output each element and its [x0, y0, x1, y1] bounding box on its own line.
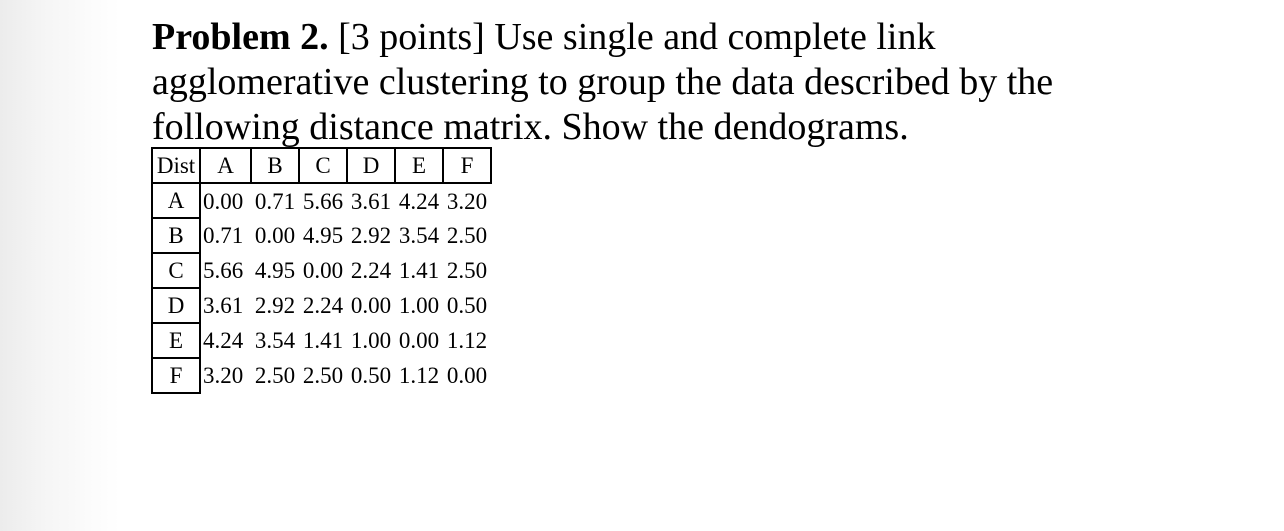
- row-header: C: [152, 253, 200, 288]
- column-header: D: [347, 148, 395, 183]
- problem-line-3: following distance matrix. Show the dendograms.: [152, 106, 909, 148]
- table-cell: 5.66: [203, 258, 244, 283]
- table-row: [152, 323, 491, 358]
- table-cell: 3.54: [398, 223, 440, 248]
- table-cell: 5.66: [302, 188, 344, 214]
- table-cell: 3.20: [203, 363, 244, 388]
- table-cell: 4.95: [254, 258, 296, 283]
- table-row: [152, 358, 491, 393]
- table-cell: 4.24: [398, 188, 440, 214]
- table-cell: 3.54: [254, 328, 296, 353]
- column-header: C: [299, 148, 347, 183]
- table-row: [152, 183, 491, 218]
- table-cell: 0.71: [254, 188, 296, 214]
- distance-matrix-table: [151, 147, 492, 394]
- column-header: E: [395, 148, 443, 183]
- table-cell: 2.50: [446, 258, 488, 283]
- table-cell: 0.00: [254, 223, 296, 248]
- table-cell: 1.41: [398, 258, 440, 283]
- table-cell: 3.20: [446, 188, 488, 214]
- column-header: A: [200, 148, 251, 183]
- row-header: F: [152, 358, 200, 393]
- table-cell: 1.41: [302, 328, 344, 353]
- problem-title: Problem 2.: [152, 16, 329, 58]
- table-cell: 4.95: [302, 223, 344, 248]
- table-cell: 1.00: [350, 328, 392, 353]
- table-cell: 1.12: [446, 328, 488, 353]
- row-header: E: [152, 323, 200, 358]
- table-cell: 2.92: [254, 293, 296, 318]
- table-cell: 0.00: [446, 363, 488, 388]
- row-header: B: [152, 218, 200, 253]
- problem-text-1: [3 points] Use single and complete link: [338, 16, 936, 58]
- table-row: [152, 253, 491, 288]
- table-cell: 2.50: [302, 363, 344, 388]
- corner-header: Dist: [152, 148, 200, 183]
- table-cell: 0.00: [350, 293, 392, 318]
- table-cell: 3.61: [350, 188, 392, 214]
- table-cell: 0.50: [446, 293, 488, 318]
- table-row: [152, 288, 491, 323]
- table-cell: 2.50: [254, 363, 296, 388]
- table-cell: 0.00: [302, 258, 344, 283]
- table-cell: 1.00: [398, 293, 440, 318]
- table-cell: 4.24: [203, 328, 244, 353]
- table-cell: 2.50: [446, 223, 488, 248]
- problem-line-2: agglomerative clustering to group the data described by the: [152, 61, 1054, 103]
- table-cell: 2.24: [350, 258, 392, 283]
- problem-line-1: [152, 15, 1152, 60]
- table-cell: 0.00: [203, 188, 244, 214]
- table-row: [152, 218, 491, 253]
- column-header: B: [251, 148, 299, 183]
- problem-statement: [152, 15, 1152, 150]
- table-cell: 3.61: [203, 293, 244, 318]
- row-header: A: [152, 183, 200, 218]
- page-shadow: [0, 0, 120, 531]
- table-cell: 0.71: [203, 223, 244, 248]
- table-cell: 1.12: [398, 363, 440, 388]
- table-cell: 0.00: [398, 328, 440, 353]
- table-cell: 2.92: [350, 223, 392, 248]
- row-header: D: [152, 288, 200, 323]
- column-header: F: [443, 148, 491, 183]
- table-cell: 2.24: [302, 293, 344, 318]
- header-row: [152, 148, 491, 183]
- table-cell: 0.50: [350, 363, 392, 388]
